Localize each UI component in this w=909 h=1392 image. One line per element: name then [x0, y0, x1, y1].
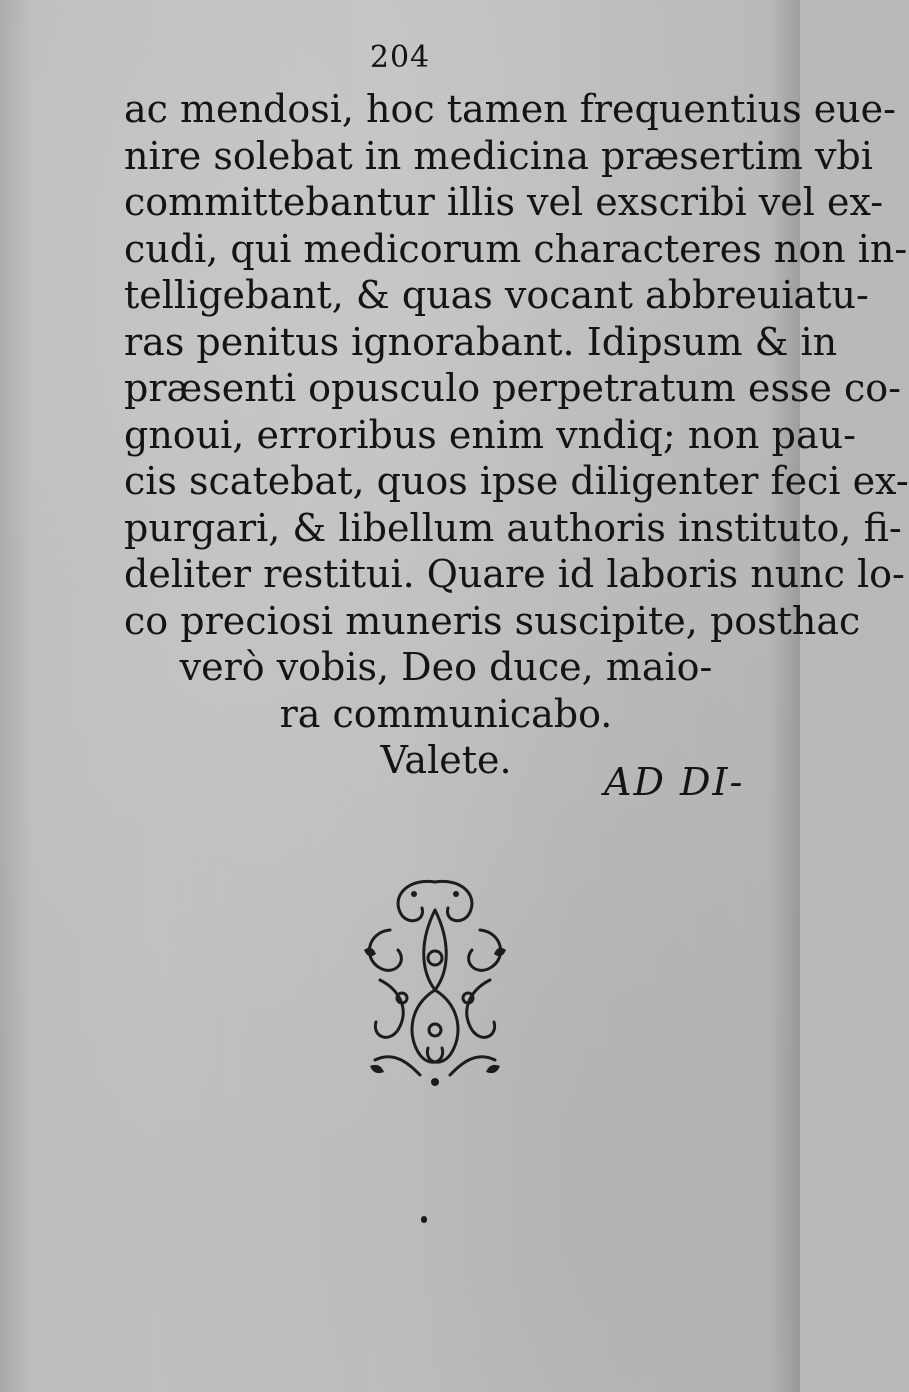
ink-speck [421, 1216, 427, 1223]
closing-valete: Valete. [380, 738, 512, 782]
text-block [124, 86, 909, 784]
text-line: cis scatebat, quos ipse diligenter feci ex- [124, 459, 909, 503]
text-line: cudi, qui medicorum characteres non in- [124, 226, 908, 271]
text-line: nire solebat in medicina præsertim vbi [124, 133, 873, 178]
tail-line: verò vobis, Deo duce, maio- [179, 645, 713, 689]
text-line: committebantur illis vel exscribi vel ex- [124, 180, 884, 224]
floral-vignette-icon [350, 870, 520, 1090]
catchword: AD DI- [604, 760, 745, 804]
page-number: 204 [369, 40, 431, 75]
text-line: deliter restitui. Quare id laboris nunc lo- [124, 552, 905, 596]
text-line: ac mendosi, hoc tamen frequentius eue- [124, 87, 896, 131]
text-line: gnoui, erroribus enim vndiq; non pau- [124, 412, 856, 457]
tail-line: ra communicabo. [279, 691, 613, 736]
text-line: telligebant, & quas vocant abbreuiatu- [124, 273, 869, 317]
text-line: purgari, & libellum authoris instituto, fi- [124, 505, 902, 550]
tail-line: co preciosi muneris suscipite, posthac [124, 598, 861, 643]
text-line: ras penitus ignorabant. Idipsum & in [124, 319, 838, 364]
text-line: præsenti opusculo perpetratum esse co- [124, 366, 902, 410]
